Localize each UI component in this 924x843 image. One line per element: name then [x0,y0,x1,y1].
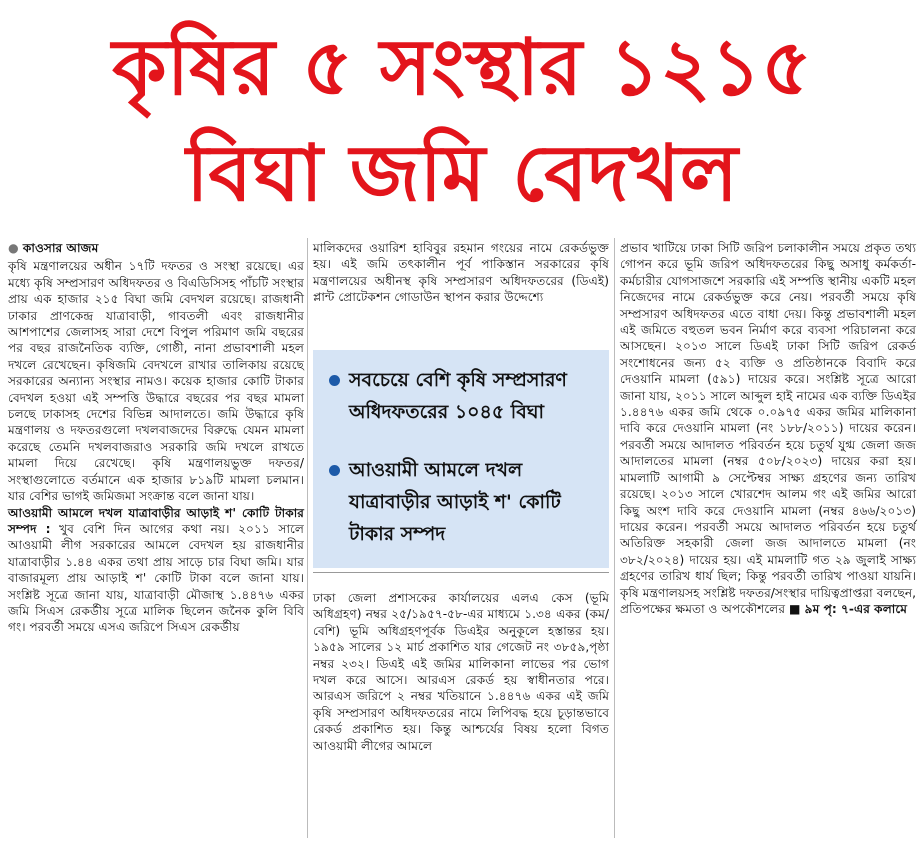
highlight-separator [313,572,609,573]
highlight-text: সবচেয়ে বেশি কৃষি সম্প্রসারণ অধিদফতরের ১০৪৫ বিঘা [349,369,567,423]
headline-line-1: কৃষির ৫ সংস্থার ১২১৫ [112,23,812,113]
column-2-bottom [313,590,609,754]
column-1-paragraph-2-text: খুব বেশি দিন আগের কথা নয়। ২০১১ সালে আওয়ামী লীগ সরকারের আমলে বেদখল হয় রাজধানীর যাত্রাবাড়ীর ১.৪৪ একর তথা প্রায় সাড়ে চার বিঘা জমি। যার বাজারমূল্য প্রায় আড়াই শ' কোটি টাকা বলে জানা যায়। সংশ্লিষ্ট সূত্রে জানা যায়, যাত্রাবাড়ী মৌজাস্থ ১.৪৪৭৬ একর জমি সিএস রেকর্ডীয় সূত্রে মালিক ছিলেন জনৈক কুলি বিবি গং। পরবর্তী সময়ে এসএ জরিপে সিএস রেকর্ডীয় [8,521,304,635]
column-3-paragraph-1 [620,240,916,617]
column-3 [620,240,916,617]
byline-bullet-icon: ● [8,241,23,255]
column-rule [614,238,615,838]
column-rule [307,238,308,838]
byline-name: কাওসার আজম [22,241,99,255]
headline-line-2: বিঘা জমি বেদখল [186,129,738,219]
column-1-paragraph-2 [8,505,304,636]
continued-text: ৯ম পৃ: ৭-এর কলামে [804,601,907,616]
headline [0,0,924,238]
column-2-top [313,240,609,306]
column-1 [8,240,304,636]
highlight-item [329,364,599,428]
column-2-paragraph-1: মালিকদের ওয়ারিশ হাবিবুর রহমান গংয়ের নামে রেকর্ডভুক্ত হয়। এই জমি তৎকালীন পূর্ব পাকিস্তান সরকারের কৃষি মন্ত্রণালয়ের অধীনস্থ কৃষি সম্প্রসারণ অধিদফতরের (ডিএই) প্লান্ট প্রোটেকশন গোডাউন স্থাপন করার উদ্দেশ্যে [313,241,609,305]
column-3-text: প্রভাব খাটিয়ে ঢাকা সিটি জরিপ চলাকালীন সময়ে প্রকৃত তথ্য গোপন করে ভূমি জরিপ অধিদফতরের কিছু অসাধু কর্মকর্তা-কর্মচারীর যোগসাজশে সরকারি এই সম্পত্তি স্থানীয় একটি মহল নিজেদের নামে রেকর্ডভুক্ত করে নেয়। পরবর্তী সময়ে কৃষি সম্প্রসারণ অধিদফতর এতে বাধা দেয়। কিন্তু প্রভাবশালী মহল এই জমিতে বহুতল ভবন নির্মাণ করে ব্যবসা পরিচালনা করে আসছেন। ২০১৩ সালে ডিএই ঢাকা সিটি জরিপ রেকর্ড সংশোধনের জন্য ৫২ ব্যক্তি ও প্রতিষ্ঠানকে বিবাদি করে দেওয়ানি মামলা (৫৯১) দায়ের করে। সংশ্লিষ্ট সূত্রে আরো জানা যায়, ২০১১ সালে আব্দুল হাই নামের এক ব্যক্তি ডিএইর ১.৪৪৭৬ একর জমি থেকে ০.০৯৭৫ একর জমির মালিকানা দাবি করে দেওয়ানি মামলা (নং ১৮৮/২০১১) দায়ের করেন। পরবর্তী সময়ে আদালত পরিবর্তন হয়ে চতুর্থ যুগ্ম জেলা জজ আদালতের মামলা (নম্বর ৫০৮/২০২৩) দায়ের করা হয়। মামলাটি আগামী ৯ সেপ্টেম্বর সাক্ষ্য গ্রহণের জন্য তারিখ রয়েছে। ২০১৩ সালে খোরশেদ আলম গং এই জমির আরো কিছু অংশ দাবি করে দেওয়ানি মামলা (নম্বর ৪৬৬/২০১৩) দায়ের করেন। পরবর্তী সময়ে আদালত পরিবর্তন হয়ে চতুর্থ অতিরিক্ত সহকারী জেলা জজ আদালতে মামলা (নং ৩৮২/২০২৪) দায়ের হয়। এই মামলাটি গত ২৯ জুলাই সাক্ষ্য গ্রহণের তারিখ ধার্য ছিল; কিন্তু পরবর্তী তারিখ পাওয়া যায়নি। কৃষি মন্ত্রণালয়সহ সংশ্লিষ্ট দফতর/সংস্থার দায়িত্বপ্রাপ্তরা বলছেন, প্রতিপক্ষের ক্ষমতা ও অপকৌশলের [620,241,917,616]
highlight-item [329,454,599,550]
column-1-paragraph-1: কৃষি মন্ত্রণালয়ের অধীন ১৭টি দফতর ও সংস্থা রয়েছে। এর মধ্যে কৃষি সম্প্রসারণ অধিদফতর ও বিএডিসিসহ পাঁচটি সংস্থার প্রায় এক হাজার ২১৫ বিঘা জমি বেদখল রয়েছে। রাজধানী ঢাকার প্রাণকেন্দ্র যাত্রাবাড়ী, গাবতলী এবং রাজধানীর আশপাশের জেলাসহ সারা দেশে বিপুল পরিমাণ জমি বছরের পর বছর রাজনৈতিক ব্যক্তি, গোষ্ঠী, নানা প্রভাবশালী মহল দখলে রেখেছেন। কৃষিজমি বেদখলে রাখার তালিকায় রয়েছে সরকারের অন্যান্য সংস্থার নামও। কয়েক হাজার কোটি টাকার বেদখল হওয়া এই সম্পত্তি উদ্ধারে বছরের পর বছর মামলা চলছে ঢাকাসহ দেশের বিভিন্ন আদালতে। জমি উদ্ধারে কৃষি মন্ত্রণালয় ও দফতরগুলো দখলবাজদের বিরুদ্ধে যেমন মামলা করেছে তেমনি দখলবাজরাও সরকারি জমি দখলে রাখতে মামলা দিয়ে রেখেছে। কৃষি মন্ত্রণালয়ভুক্ত দফতর/সংস্থাগুলোতে বর্তমানে এক হাজার ৮১৯টি মামলা চলমান। যার বেশির ভাগই জমিজমা সংক্রান্ত বলে জানা যায়। [8,259,304,504]
bullet-icon [329,465,340,476]
column-2-paragraph-2: ঢাকা জেলা প্রশাসকের কার্যালয়ের এলএ কেস (ভূমি অধিগ্রহণ) নম্বর ২৫/১৯৫৭-৫৮-এর মাধ্যমে ১.৩৪ একর (কম/বেশি) ভূমি অধিগ্রহণপূর্বক ডিএইর অনুকূলে হস্তান্তর হয়। ১৯৫৯ সালের ১২ মার্চ প্রকাশিত যার গেজেট নং ৩৮৫৯,পৃষ্ঠা নম্বর ২৩২। ডিএই এই জমির মালিকানা লাভের পর ভোগ দখল করে আসে। আরএস রেকর্ড হয় স্বাধীনতার পরে। আরএস জরিপে ২ নম্বর খতিয়ানে ১.৪৪৭৬ একর এই জমি কৃষি সম্প্রসারণ অধিদফতরের নামে লিপিবদ্ধ হয়ে চূড়ান্তভাবে রেকর্ড প্রকাশিত হয়। কিন্তু আশ্চর্যের বিষয় হলো বিগত আওয়ামী লীগের আমলে [313,591,609,753]
highlight-box [313,350,609,568]
continued-marker: ■ ৯ম পৃ: ৭-এর কলামে [788,601,907,616]
bullet-icon [329,375,340,386]
subhead: আওয়ামী আমলে দখল যাত্রাবাড়ীর আড়াই শ' কোটি টাকার সম্পদ : [8,505,304,536]
byline [8,240,304,256]
highlight-text: আওয়ামী আমলে দখল যাত্রাবাড়ীর আড়াই শ' কোটি টাকার সম্পদ [349,459,561,545]
